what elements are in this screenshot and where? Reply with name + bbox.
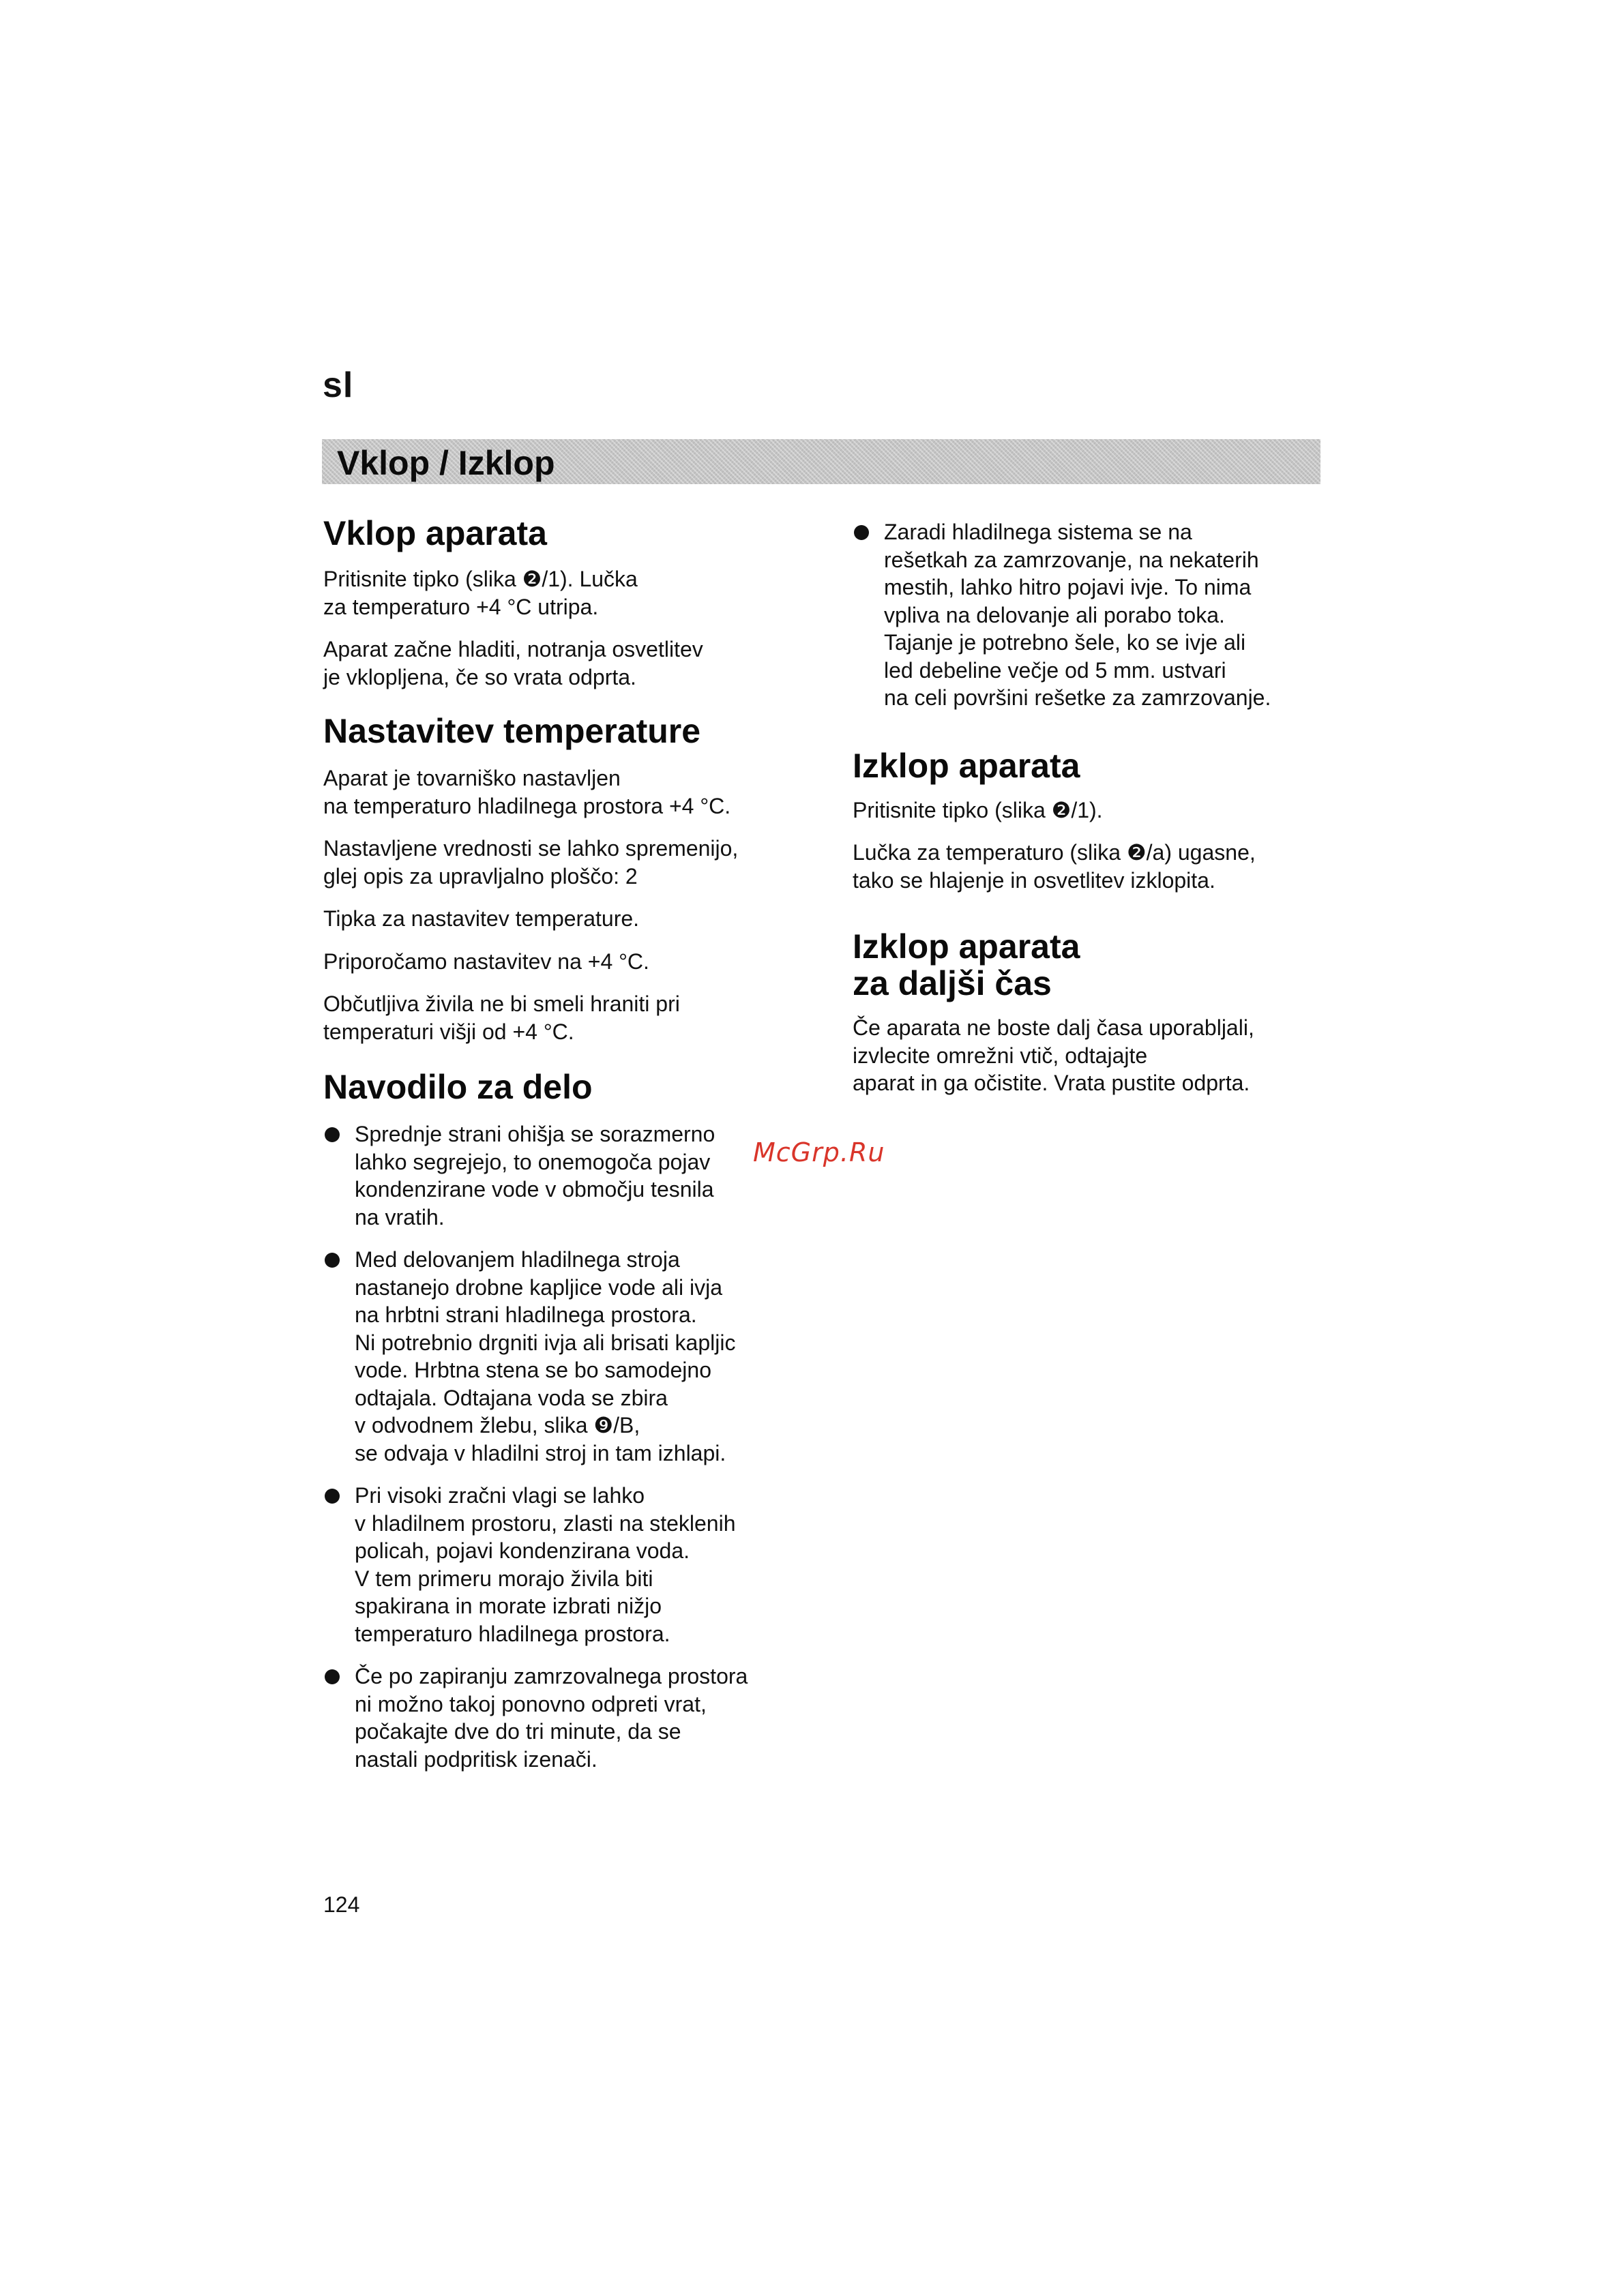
heading-navodilo-za-delo: Navodilo za delo [323, 1068, 593, 1106]
paragraph: Aparat je tovarniško nastavljen na temperaturo hladilnega prostora +4 °C. [323, 766, 731, 818]
paragraph: Nastavljene vrednosti se lahko spremenijo, glej opis za upravljalno ploščo: 2 [323, 836, 739, 889]
heading-izklop-aparata: Izklop aparata [853, 746, 1080, 785]
bullet-icon [325, 1127, 340, 1142]
list-item: Med delovanjem hladilnega stroja nastanejo drobne kapljice vode ali ivja na hrbtni strani hladilnega prostora. Ni potrebnio drgniti ivja ali brisati kapljic vode. Hrbtna stena se bo samodejno odtajala. Odtajana voda se zbira v odvodnem žlebu, slika ❾/B, se odvaja v hladilni stroj in tam izhlapi. [323, 1246, 842, 1467]
instruction-list [853, 518, 1330, 712]
section-title: Vklop / Izklop [337, 444, 555, 482]
paragraph: Priporočamo nastavitev na +4 °C. [323, 949, 649, 974]
right-column [853, 518, 1330, 1097]
bullet-icon [325, 1489, 340, 1504]
paragraph: Pritisnite tipko (slika ❷/1). [853, 797, 1103, 822]
language-tag: sl [323, 366, 354, 405]
paragraph: Če aparata ne boste dalj časa uporabljali, izvlecite omrežni vtič, odtajajte aparat in ga očistite. Vrata pustite odprta. [853, 1015, 1254, 1095]
heading-izklop-aparata-za-daljsi-cas: Izklop aparata za daljši čas [853, 927, 1080, 1002]
bullet-icon [325, 1669, 340, 1684]
heading-nastavitev-temperature: Nastavitev temperature [323, 712, 701, 750]
paragraph: Občutljiva živila ne bi smeli hraniti pri temperaturi višji od +4 °C. [323, 992, 680, 1044]
bullet-icon [325, 1253, 340, 1268]
list-item: Če po zapiranju zamrzovalnega prostora ni možno takoj ponovno odpreti vrat, počakajte dve do tri minute, da se nastali podpritisk izenači. [323, 1663, 842, 1773]
paragraph: Tipka za nastavitev temperature. [323, 906, 640, 931]
list-item: Sprednje strani ohišja se sorazmerno lahko segrejejo, to onemogoča pojav kondenzirane vode v območju tesnila na vratih. [323, 1120, 842, 1231]
bullet-icon [854, 525, 869, 540]
instruction-list [323, 1120, 842, 1773]
paragraph: Lučka za temperaturo (slika ❷/a) ugasne, tako se hlajenje in osvetlitev izklopita. [853, 840, 1256, 893]
list-item: Pri visoki zračni vlagi se lahko v hladilnem prostoru, zlasti na steklenih policah, pojavi kondenzirana voda. V tem primeru morajo živila biti spakirana in morate izbrati nižjo temperaturo hladilnega prostora. [323, 1482, 842, 1648]
watermark: McGrp.Ru [753, 1137, 885, 1167]
paragraph: Pritisnite tipko (slika ❷/1). Lučka za temperaturo +4 °C utripa. [323, 567, 638, 619]
paragraph: Aparat začne hladiti, notranja osvetlitev je vklopljena, če so vrata odprta. [323, 637, 703, 689]
list-item: Zaradi hladilnega sistema se na rešetkah za zamrzovanje, na nekaterih mestih, lahko hitro pojavi ivje. To nima vpliva na delovanje ali porabo toka. Tajanje je potrebno šele, ko se ivje ali led debeline večje od 5 mm. ustvari na celi površini rešetke za zamrzovanje. [853, 518, 1330, 712]
section-title-band [322, 439, 1320, 484]
heading-vklop-aparata: Vklop aparata [323, 514, 547, 552]
page-number: 124 [323, 1892, 360, 1917]
